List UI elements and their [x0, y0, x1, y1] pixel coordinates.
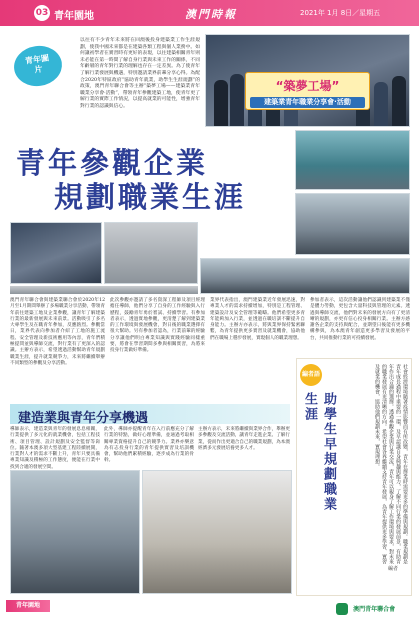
article-col-2: 此次參觀亦邀請了多名資深工程師及項目經理擔任導師，他們分享了自身的工作經驗與入行歷程，鼓勵青年勇於嘗試、持續學習。有參加者表示，透過實地參觀，更清楚了解到建築業的工作環境與發展機會，對日後的職業選擇有很大幫助。另有參加者認為，行業前輩的經驗分享讓他們明白專業知識與實踐經驗同樣重要，將會在學習期間多參與相關實習，為將來投身行業做好準備。: [110, 298, 205, 354]
editor-text: 社會經濟環境隨著疫情影響而有所改變，青年在擇業時需要更多的準備與規劃。職業規劃是青年成長過程中重要的一環，及早認識自身興趣與能力，了解不同行業的發展前景，有助青年作出合適的選擇。透過參觀企業與行業交流，青年可以親身了解工作環境與要求，對未來的職業發展有更清晰的方向。希望社會各界繼續支持青年發展，為青年提供更多學習、實習及就業的機會，協助他們規劃未來，實現理想。: [374, 364, 408, 564]
org-logo-icon: [336, 603, 348, 615]
photo-historic-building: [142, 470, 292, 594]
lower-col-2: 此外，導師亦提醒青年在入行前應充分了解行業的特點，做好心理準備，並通過考取相關專業資格提升自己的競爭力。業界亦樂意為有志投身行業的青年提供實習及培訓機會，幫助他們累積經驗，逐步成為行業的骨幹。: [104, 427, 194, 464]
banner-line1: “築夢工場”: [275, 79, 340, 93]
footer-section-tag: 青年園地: [6, 600, 50, 612]
article-col-1: 澳門青年聯合會與建築業聯合會於2020年12月至1月期間舉辦了多場職業分享活動，帶領青年前往建築工地及企業參觀，讓青年了解建築行業的最新發展與未來前景。活動吸引了多名大專學生及在職青年參加，反應熱烈。參觀當日，業界代表向參加者介紹了工地的施工流程、安全管理及新技術應用等內容，青年們積極提問並與導師交流，對行業有了更深入的認識。主辦方表示，希望透過活動幫助青年規劃職業生涯，提升就業競爭力，未來將繼續舉辦不同類型的參觀及分享活動。: [10, 298, 105, 366]
section-name: 青年園地: [54, 11, 94, 22]
main-title-line2: 規劃職業生涯: [54, 180, 247, 214]
lower-col-1: 導師表示，建造業與青年的發展息息相關，行業提供了多元化的就業機會，包括工程技術、項目管理、設計規劃及安全監督等崗位。隨著本澳多項大型基建工程陸續展開，行業對人才的需求不斷上升，青年只要具備專業知識及積極的工作態度，便能在行業中找到合適的發展空間。: [10, 427, 100, 470]
main-title: [16, 146, 286, 214]
intro-badge-label: 青年圖片: [24, 53, 50, 75]
intro-text: 以往有不少青年未來將在回澳後投身建築業工作生涯規劃，使我中國未來都是在建築各類工程與個人業務中。如何讓初學者在實習時有更好的表現，以往建築相關青年則未必能在第一時間了解自身行業與未來工作的關係，不同年齡層的青年對行業的理解也存在一定差異。為了使青年了解行業發展與機遇，特別邀請業界前輩分享心得。為配合2020年特區政府“協助青年就業，助學生生涯規劃”的政策，澳門青年聯合會等主辦“築夢工場——建築業青年職業分享會·活動”，帶領青年參觀建築工地，使青年更了解行業的實際工作情況，以提高就業的可能性，增強青年對行業的認識與信心。: [80, 38, 200, 109]
photo-trainees: [295, 130, 410, 190]
photo-safety-helmets: [10, 470, 140, 594]
article-col-4: 參加者表示，這次活動讓他們認識到建築業不僅是體力勞動，更包含大量科技與管理的元素。透過與導師交流，他們對未來的發展方向有了更清晰的規劃，亦更有信心投身相關行業。主辦方感謝各企業的支持與配合，並期望日後能有更多機構參與，為本澳青年創造更多學習及發展的平台，共同推動行業的可持續發展。: [310, 298, 410, 341]
page-number: 03: [34, 5, 50, 21]
photo-workers: [200, 258, 410, 294]
editor-badge: 編者語: [300, 364, 322, 386]
photo-hall: [10, 222, 102, 284]
lower-col-3: 主辦方表示，未來將繼續與業界合作，舉辦更多參觀及交流活動，讓青年走進企業、了解行業，從而作出更適合自己的職業規劃，為本澳經濟多元發展培養更多人才。: [198, 427, 290, 451]
photo-building: [295, 193, 410, 255]
editor-signature: 編者: [388, 566, 399, 572]
banner-line2: 建築業青年職業分享會·活動: [250, 97, 365, 108]
footer-logo: [336, 598, 412, 612]
photo-classroom: [104, 222, 198, 284]
subheading: 建造業與青年分享機遇: [18, 411, 149, 426]
article-col-3: 業界代表指出，澳門建築業近年發展迅速，對專業人才的需求持續增加，特別是工程管理、建築設計及安全管理等範疇。他們希望更多青年能夠加入行業，並透過在職培訓不斷提升自身能力。主辦方亦表示，將與業界保持緊密聯繫，為青年提供更多實習及就業機會，協助他們在職場上穩步發展，實現個人的職業理想。: [210, 298, 305, 341]
photo-banner: [245, 72, 370, 110]
issue-date: 2021年 1月 8日／星期五: [300, 9, 381, 17]
footer-logo-text: 澳門青年聯合會: [353, 606, 396, 613]
main-title-line1: 青年參觀企業: [16, 146, 209, 180]
intro-badge: [11, 43, 64, 89]
editor-title: 助學生早規劃職業生涯: [302, 392, 336, 512]
photo-lecture: [10, 286, 198, 294]
masthead: 澳門時報: [185, 8, 237, 21]
